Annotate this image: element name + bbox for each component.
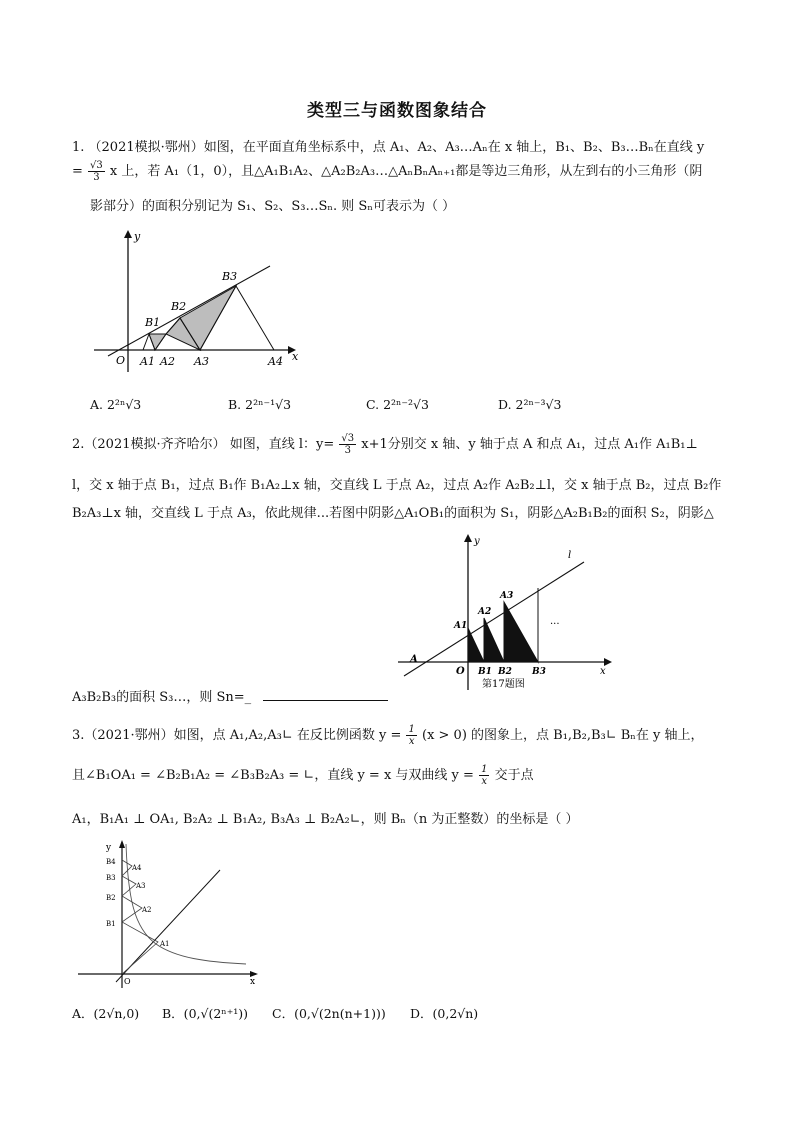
q3-label-o: O <box>124 977 131 986</box>
q2-label-a3: A3 <box>500 591 514 601</box>
q1-label-b3: B3 <box>222 270 238 283</box>
q1-option-d[interactable]: D. 2²ⁿ⁻³√3 <box>498 397 562 412</box>
q2-y-arrow <box>464 534 472 542</box>
q3-line1 <box>72 724 704 747</box>
q2-answer-blank[interactable] <box>263 688 388 701</box>
q2-label-b1: B1 <box>478 667 492 677</box>
q1-label-a2: A2 <box>160 355 175 368</box>
q3-fraction-1 <box>406 724 416 747</box>
q2-line4 <box>72 688 388 708</box>
q3-label-y: y <box>106 843 112 853</box>
q2-fraction <box>339 433 356 456</box>
q1-y-arrow <box>124 230 132 238</box>
q1-label-y: y <box>134 230 141 243</box>
q3-zigzag <box>122 860 158 974</box>
q3-line3: A₁，B₁A₁ ⊥ OA₁, B₂A₂ ⊥ B₁A₂, B₃A₃ ⊥ B₂A₂∟，则 Bₙ（n 为正整数）的坐标是（ ） <box>72 812 579 827</box>
q3-line1-a: 3.（2021·鄂州）如图，点 A₁,A₂,A₃∟ 在反比例函数 y = <box>72 728 402 743</box>
q1-frac-den: 3 <box>93 172 100 183</box>
q3-figure <box>76 838 262 990</box>
q3-line2-a: 且∠B₁OA₁ = ∠B₂B₁A₂ = ∠B₃B₂A₃ = ∟，直线 y = x 与双曲线 y = <box>72 768 474 783</box>
q2-label-y: y <box>474 536 480 547</box>
q3-label-b4: B4 <box>106 858 116 866</box>
q2-caption: 第17题图 <box>482 679 525 690</box>
q3-label-x: x <box>250 977 256 987</box>
q3-label-a1: A1 <box>160 940 170 948</box>
q1-label-b2: B2 <box>171 300 187 313</box>
q3-option-a[interactable]: A．(2√n,0) <box>72 1006 140 1021</box>
q1-line2 <box>72 160 702 183</box>
q2-label-b2: B2 <box>498 667 512 677</box>
q1-option-a[interactable]: A. 2²ⁿ√3 <box>90 397 142 412</box>
q3-label-b2: B2 <box>106 894 116 902</box>
q1-option-c[interactable]: C. 2²ⁿ⁻²√3 <box>366 397 429 412</box>
q3-y-arrow <box>119 840 125 848</box>
q2-label-a2: A2 <box>478 607 492 617</box>
q3-frac1-den: x <box>408 736 415 747</box>
q3-line1-b: (x > 0) 的图象上，点 B₁,B₂,B₃∟ Bₙ在 y 轴上， <box>422 728 704 743</box>
page-title: 类型三与函数图象结合 <box>307 101 487 121</box>
q2-line1-post: x+1分别交 x 轴、y 轴于点 A 和点 A₁，过点 A₁作 A₁B₁⊥ <box>361 437 698 452</box>
q2-label-a1: A1 <box>454 621 468 631</box>
q3-option-d[interactable]: D．(0,2√n) <box>410 1006 479 1021</box>
q3-frac2-num: 1 <box>481 764 488 775</box>
q3-label-b1: B1 <box>106 920 116 928</box>
q1-figure <box>88 226 310 374</box>
q1-label-a4: A4 <box>268 355 283 368</box>
q3-option-c[interactable]: C．(0,√(2n(n+1))) <box>272 1006 386 1021</box>
q3-frac1-num: 1 <box>408 724 415 735</box>
q1-label-a3: A3 <box>194 355 209 368</box>
q2-x-arrow <box>604 658 612 666</box>
q2-label-b3: B3 <box>532 667 546 677</box>
q3-line2 <box>72 764 534 787</box>
q2-label-a: A <box>410 654 418 665</box>
q1-label-o: O <box>116 354 126 367</box>
q2-line2: l，交 x 轴于点 B₁，过点 B₁作 B₁A₂⊥x 轴，交直线 L 于点 A₂，过点 A₂作 A₂B₂⊥l，交 x 轴于点 B₂，过点 B₂作 <box>72 478 722 493</box>
q1-frac-num: √3 <box>90 160 103 171</box>
q1-label-b1: B1 <box>145 316 161 329</box>
q2-label-dots: ... <box>550 616 560 627</box>
q2-label-x: x <box>600 666 606 677</box>
q1-line3: 影部分）的面积分别记为 S₁、S₂、S₃…Sₙ. 则 Sₙ可表示为（ ） <box>90 199 456 214</box>
q3-line2-b: 交于点 <box>494 768 534 783</box>
q3-label-a3: A3 <box>136 882 146 890</box>
q1-label-a1: A1 <box>140 355 155 368</box>
q2-frac-num: √3 <box>341 433 355 444</box>
q3-frac2-den: x <box>481 776 488 787</box>
q1-label-x: x <box>292 350 299 363</box>
q3-label-b3: B3 <box>106 874 116 882</box>
q2-figure <box>394 532 616 692</box>
q3-fraction-2 <box>479 764 489 787</box>
q2-line3: B₂A₃⊥x 轴，交直线 L 于点 A₃，依此规律...若图中阴影△A₁OB₁的面积为 S₁，阴影△A₂B₁B₂的面积 S₂，阴影△ <box>72 506 714 521</box>
q1-line1: 1. （2021模拟·鄂州）如图，在平面直角坐标系中，点 A₁、A₂、A₃…Aₙ在 x 轴上，B₁、B₂、B₃…Bₙ在直线 y <box>72 140 705 155</box>
q3-option-b[interactable]: B．(0,√(2ⁿ⁺¹)) <box>162 1006 249 1021</box>
q2-line1 <box>72 433 698 456</box>
q1-eq: = <box>72 164 83 179</box>
q2-label-o: O <box>456 666 465 677</box>
q2-frac-den: 3 <box>344 445 351 456</box>
q2-line4-text: A₃B₂B₃的面积 S₃…，则 Sn=_ <box>72 690 252 705</box>
q2-label-l: l <box>568 550 572 561</box>
q1-line2-text: x 上，若 A₁（1，0），且△A₁B₁A₂、△A₂B₂A₃…△AₙBₙAₙ₊₁都是等边三角形，从左到右的小三角形（阴 <box>109 164 703 179</box>
q3-label-a4: A4 <box>132 864 142 872</box>
q1-fraction <box>88 160 105 183</box>
q1-option-b[interactable]: B. 2²ⁿ⁻¹√3 <box>228 397 292 412</box>
q3-hyperbola <box>126 844 246 964</box>
q2-line1-pre: 2.（2021模拟·齐齐哈尔） 如图，直线 l：y= <box>72 437 335 452</box>
q3-label-a2: A2 <box>142 906 152 914</box>
